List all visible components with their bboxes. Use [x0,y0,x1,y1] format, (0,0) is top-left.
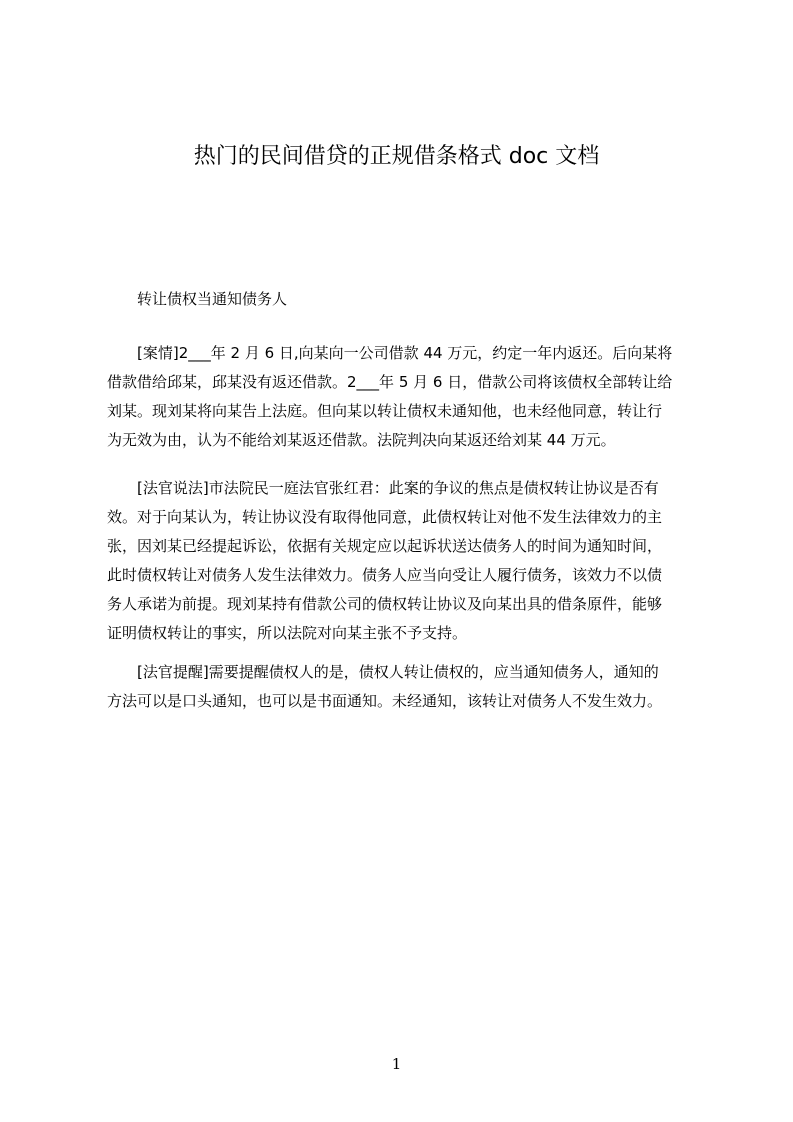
paragraph-judge-reminder [107,658,687,716]
document-title: 热门的民间借贷的正规借条格式 doc 文档 [193,144,600,169]
paragraph-line: 效。对于向某认为，转让协议没有取得他同意，此债权转让对他不发生法律效力的主 [107,508,663,526]
paragraph-line: [法官说法]市法院民一庭法官张红君：此案的争议的焦点是债权转让协议是否有 [137,479,659,497]
paragraph-line: [法官提醒]需要提醒债权人的是，债权人转让债权的，应当通知债务人，通知的 [137,663,659,681]
paragraph-line: 此时债权转让对债务人发生法律效力。债务人应当向受让人履行债务，该效力不以债 [107,566,663,584]
paragraph-judge-explanation [107,474,687,648]
paragraph-line: 证明债权转让的事实，所以法院对向某主张不予支持。 [107,624,468,642]
paragraph-line: 张，因刘某已经提起诉讼，依据有关规定应以起诉状送达债务人的时间为通知时间， [107,537,663,555]
section-heading: 转让债权当通知债务人 [137,290,288,308]
paragraph-line: 务人承诺为前提。现刘某持有借款公司的债权转让协议及向某出具的借条原件，能够 [107,595,663,613]
paragraph-line: 为无效为由，认为不能给刘某返还借款。法院判决向某返还给刘某 44 万元。 [107,431,616,449]
paragraph-line: 刘某。现刘某将向某告上法庭。但向某以转让债权未通知他，也未经他同意，转让行 [107,402,663,420]
paragraph-line: 方法可以是口头通知，也可以是书面通知。未经通知，该转让对债务人不发生效力。 [107,692,663,710]
paragraph-line: [案情]2___年 2 月 6 日,向某向一公司借款 44 万元，约定一年内返还。后向某将 [137,344,673,362]
page-number: 1 [391,1055,402,1073]
paragraph-case-facts [107,339,687,455]
paragraph-line: 借款借给邱某，邱某没有返还借款。2___年 5 月 6 日，借款公司将该债权全部转让给 [107,373,673,391]
